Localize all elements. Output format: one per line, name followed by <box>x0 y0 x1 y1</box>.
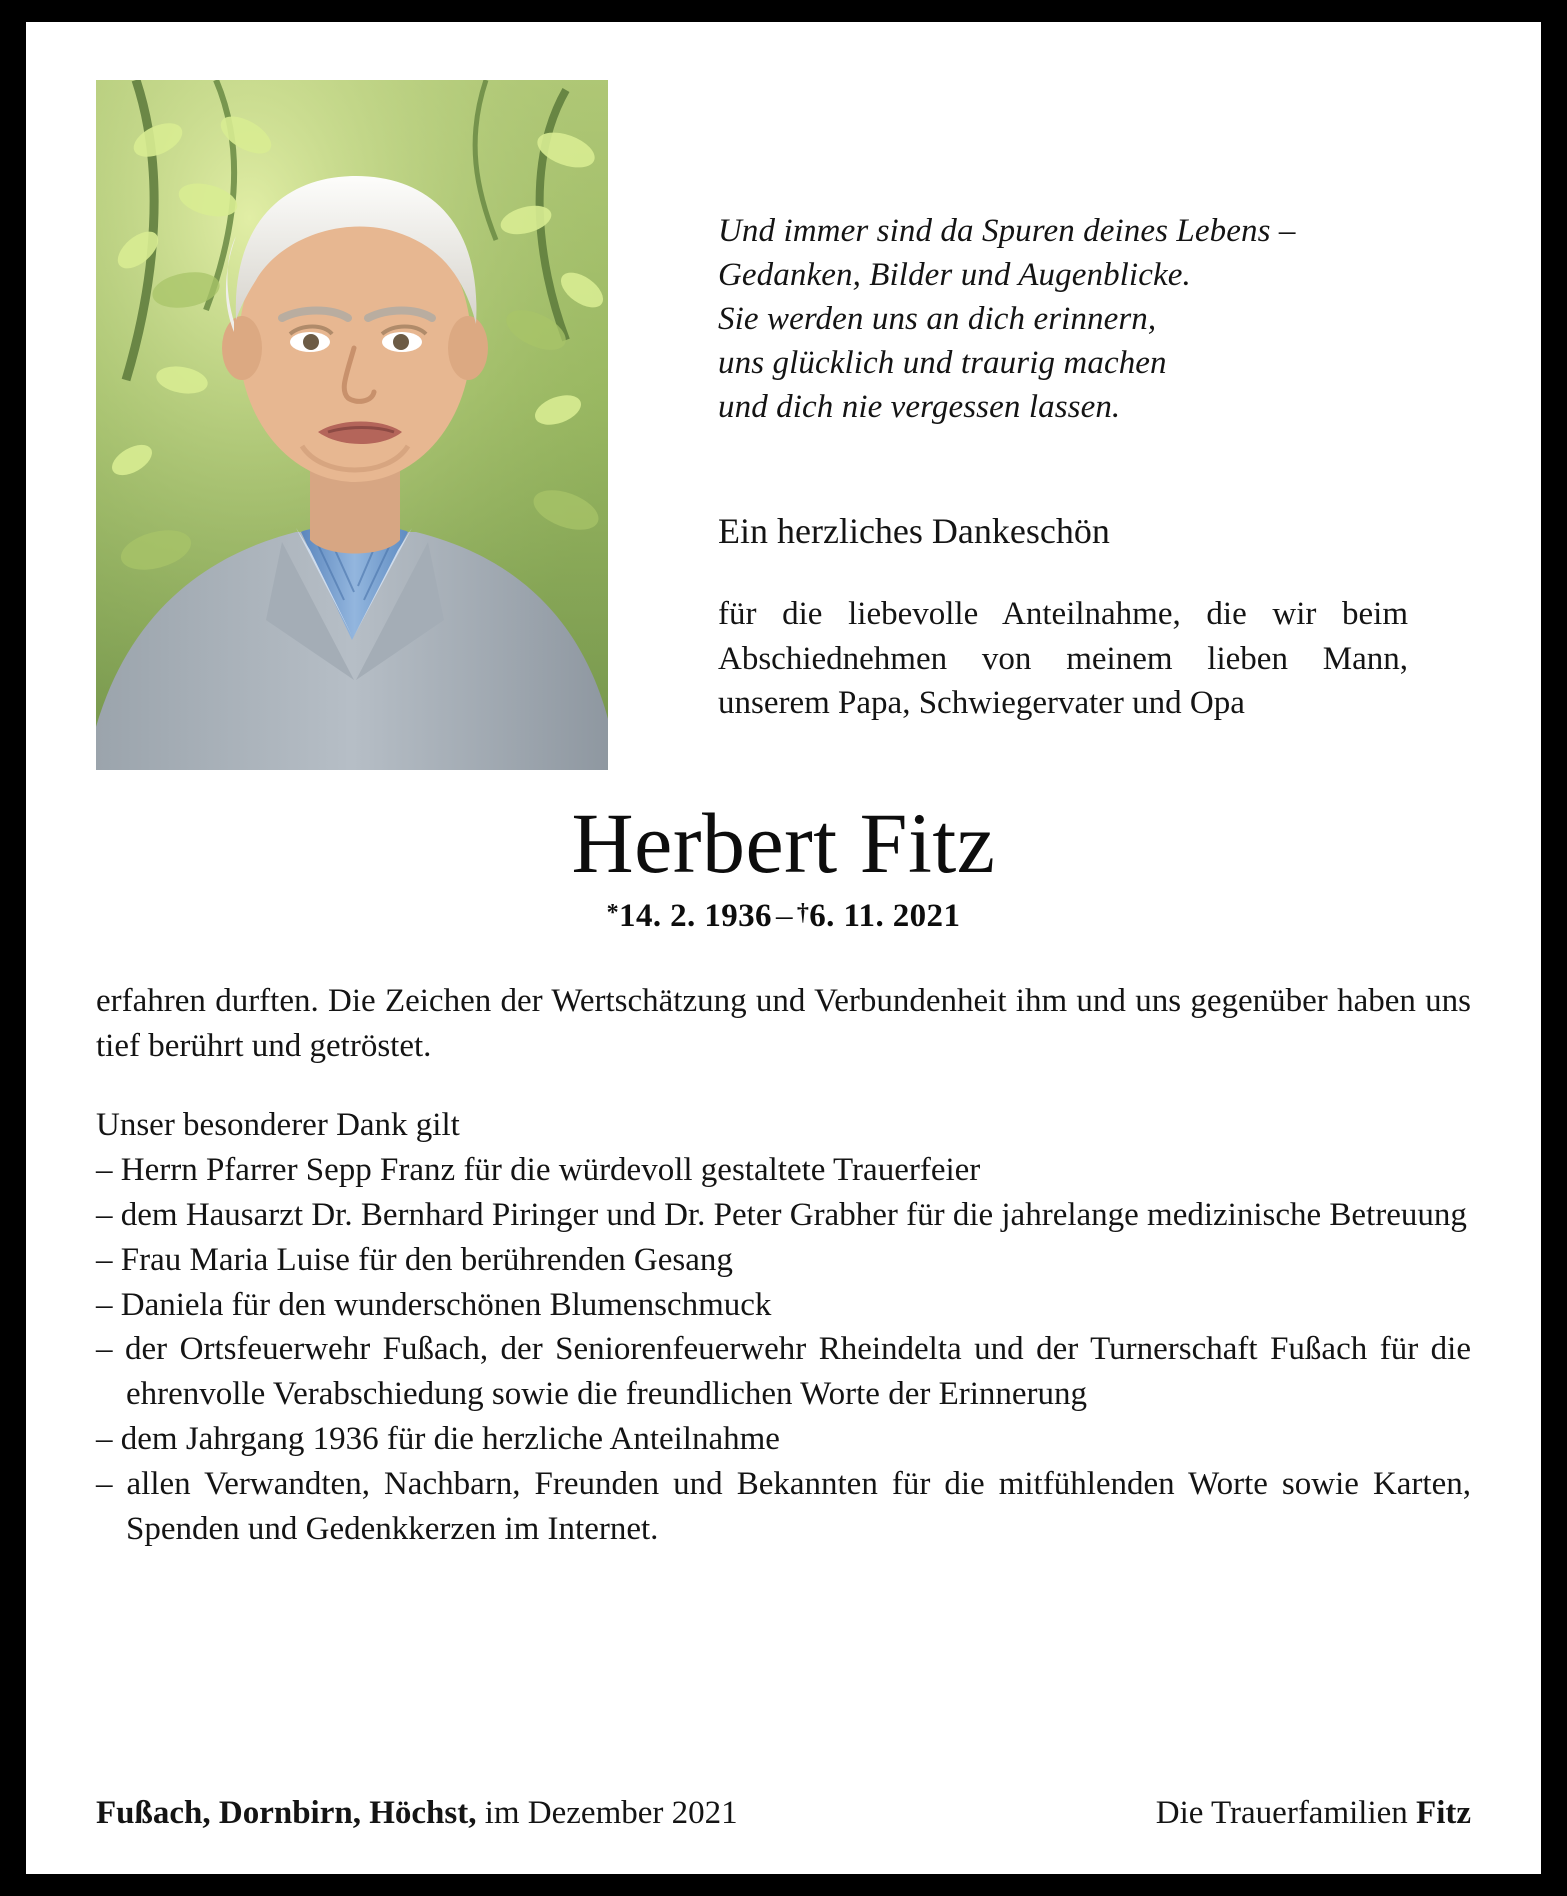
list-item: – Frau Maria Luise für den berührenden Gesang <box>96 1241 733 1278</box>
obituary-card <box>26 22 1541 1874</box>
birth-date: 14. 2. 1936 <box>619 898 772 935</box>
spacer <box>96 1069 1471 1103</box>
verse-line-2: Gedanken, Bilder und Augenblicke. <box>718 256 1191 293</box>
death-symbol: † <box>796 900 810 927</box>
special-thanks-intro: Unser besonderer Dank gilt <box>96 1107 460 1144</box>
footer-family <box>1156 1795 1471 1832</box>
footer-date: im Dezember 2021 <box>476 1795 738 1831</box>
thanks-heading: Ein herzliches Dankeschön <box>718 511 1110 552</box>
death-date: 6. 11. 2021 <box>809 898 961 935</box>
date-separator: – <box>775 898 793 935</box>
list-item: – dem Hausarzt Dr. Bernhard Piringer und Dr. Peter Grabher für die jahrelange medizinische Betreuung <box>96 1196 1467 1233</box>
memorial-verse <box>718 210 1471 429</box>
footer-places: Fußach, Dornbirn, Höchst, <box>96 1795 477 1831</box>
footer <box>96 1795 1471 1832</box>
footer-family-prefix: Die Trauerfamilien <box>1155 1795 1417 1831</box>
list-item: – dem Jahrgang 1936 für die herzliche Anteilnahme <box>96 1421 780 1458</box>
thanks-list <box>96 1148 1471 1552</box>
list-item: – Daniela für den wunderschönen Blumenschmuck <box>96 1286 772 1323</box>
body-text <box>96 979 1471 1552</box>
thanks-intro-text: für die liebevolle Anteilnahme, die wir beim Abschiednehmen von meinem lieben Mann, unserem Papa, Schwiegervater und Opa <box>718 596 1408 722</box>
top-section <box>96 80 1471 770</box>
name-block <box>96 795 1471 935</box>
text-column <box>608 80 1471 726</box>
verse-line-3: Sie werden uns an dich erinnern, <box>718 300 1157 337</box>
birth-symbol: * <box>606 900 620 927</box>
list-item: – Herrn Pfarrer Sepp Franz für die würdevoll gestaltete Trauerfeier <box>96 1151 981 1188</box>
verse-line-4: uns glücklich und traurig machen <box>718 344 1167 381</box>
continuation-paragraph: erfahren durften. Die Zeichen der Wertschätzung und Verbundenheit ihm und uns gegenüber haben uns tief berührt und getröstet. <box>96 983 1471 1065</box>
footer-family-name: Fitz <box>1416 1795 1471 1831</box>
portrait-photo <box>96 80 608 770</box>
life-dates <box>96 898 1471 935</box>
footer-places-and-date <box>96 1795 738 1832</box>
list-item: – allen Verwandten, Nachbarn, Freunden und Bekannten für die mitfühlenden Worte sowie Karten, Spenden und Gedenkkerzen im Internet. <box>96 1466 1471 1547</box>
verse-line-5: und dich nie vergessen lassen. <box>718 388 1121 425</box>
portrait-photo-image <box>96 80 608 770</box>
list-item: – der Ortsfeuerwehr Fußach, der Seniorenfeuerwehr Rheindelta und der Turnerschaft Fußach für die ehrenvolle Verabschiedung sowie die freundlichen Worte der Erinnerung <box>96 1331 1471 1413</box>
verse-line-1: Und immer sind da Spuren deines Lebens – <box>718 213 1296 249</box>
deceased-name: Herbert Fitz <box>571 795 996 891</box>
